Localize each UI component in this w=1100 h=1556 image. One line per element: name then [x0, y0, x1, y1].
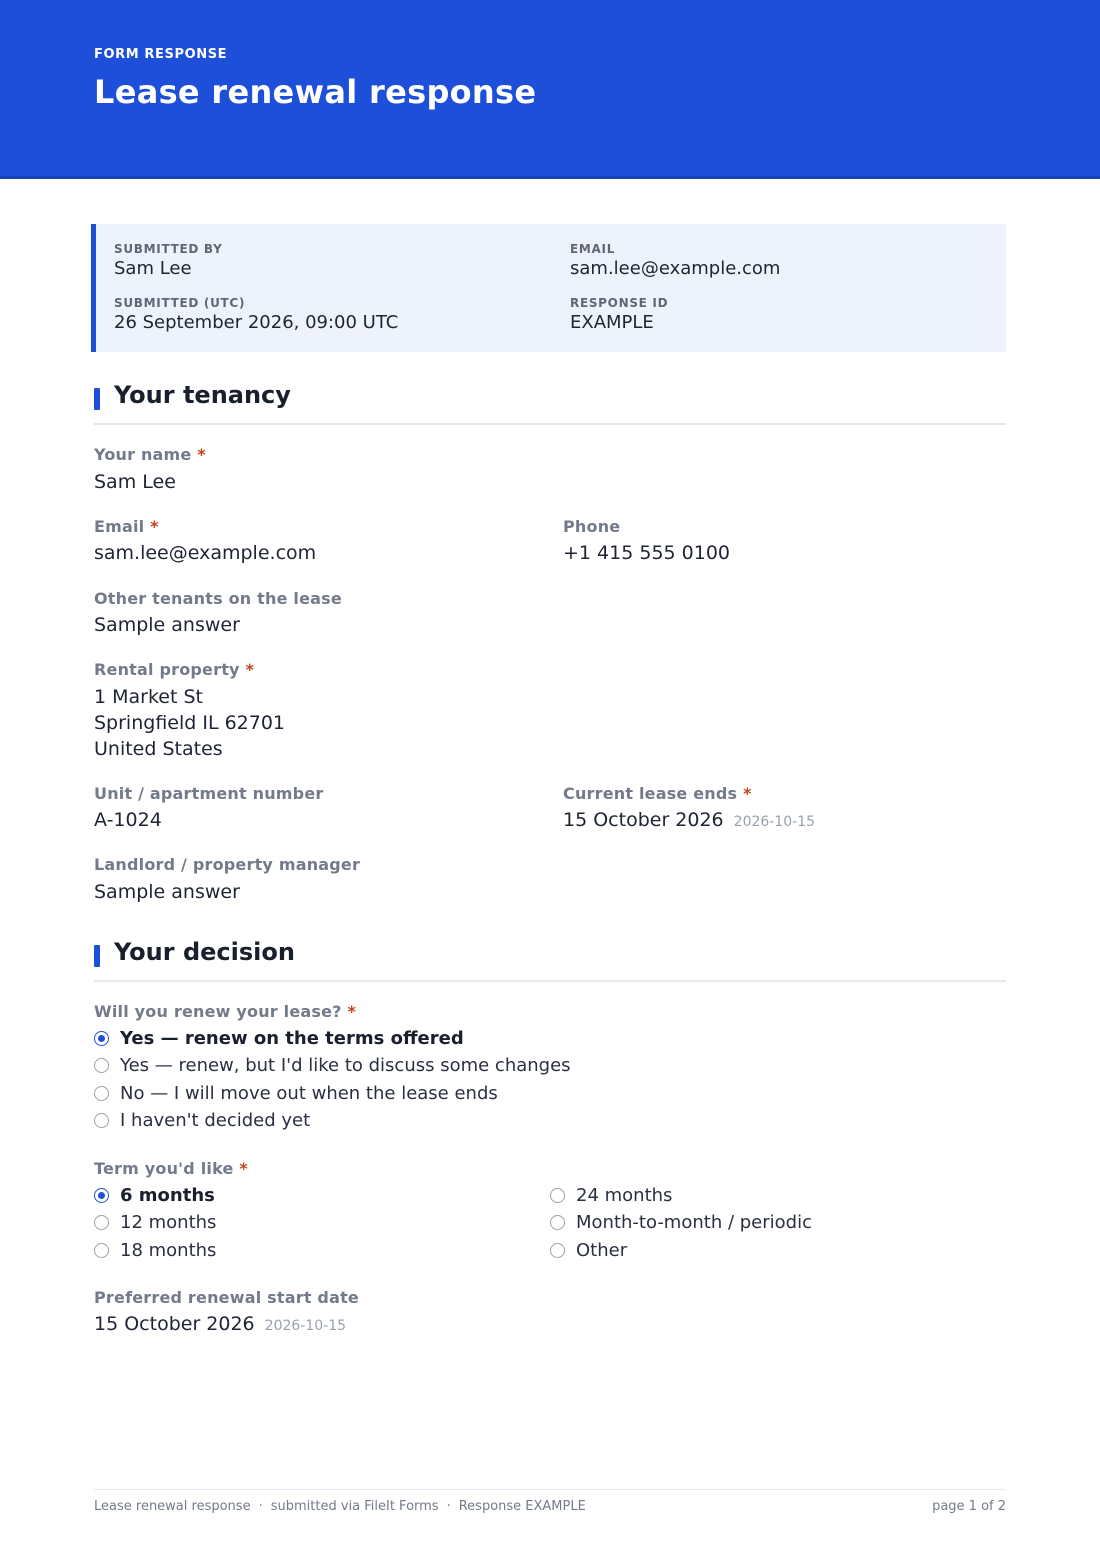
required-marker: * [245, 660, 255, 679]
header-eyebrow: FORM RESPONSE [94, 47, 228, 62]
response-id-value: EXAMPLE [570, 312, 654, 333]
section-accent-bar [94, 388, 100, 410]
radio-unselected-icon[interactable] [94, 1086, 109, 1101]
radio-option-label: 18 months [120, 1239, 217, 1261]
field-label-email: Email * [94, 517, 159, 536]
radio-option-label: 6 months [120, 1184, 215, 1206]
submitted-by-value: Sam Lee [114, 258, 192, 279]
field-value-email: sam.lee@example.com [94, 542, 317, 564]
radio-option[interactable] [94, 1183, 215, 1207]
radio-unselected-icon[interactable] [94, 1215, 109, 1230]
radio-option[interactable] [550, 1211, 812, 1235]
required-marker: * [239, 1159, 248, 1178]
section-accent-bar [94, 945, 100, 967]
radio-selected-icon[interactable] [94, 1031, 109, 1046]
radio-unselected-icon[interactable] [550, 1215, 565, 1230]
page-header [0, 0, 1100, 179]
radio-unselected-icon[interactable] [94, 1058, 109, 1073]
radio-option[interactable] [94, 1109, 310, 1133]
field-label-other-tenants: Other tenants on the lease [94, 589, 342, 608]
required-marker: * [197, 445, 206, 464]
radio-option[interactable] [550, 1183, 672, 1207]
section-title-tenancy: Your tenancy [114, 381, 291, 409]
radio-unselected-icon[interactable] [550, 1188, 565, 1203]
radio-option[interactable] [94, 1238, 216, 1262]
section-heading-tenancy [94, 379, 1006, 425]
field-value-property-line3: United States [94, 738, 223, 760]
field-value-unit: A-1024 [94, 809, 162, 831]
radio-option-label: No — I will move out when the lease ends [120, 1082, 498, 1104]
radio-option[interactable] [550, 1238, 627, 1262]
field-label-unit: Unit / apartment number [94, 784, 324, 803]
footer-via: submitted via FileIt Forms [270, 1499, 439, 1514]
radio-option[interactable] [94, 1054, 571, 1078]
radio-selected-icon[interactable] [94, 1188, 109, 1203]
footer-info [94, 1499, 586, 1514]
iso-date: 2026-10-15 [733, 814, 816, 830]
field-label-renew: Will you renew your lease? * [94, 1002, 357, 1021]
required-marker: * [743, 784, 752, 803]
radio-option[interactable] [94, 1026, 464, 1050]
section-heading-decision [94, 936, 1006, 982]
meta-email-label: EMAIL [570, 242, 616, 256]
submitted-utc-value: 26 September 2026, 09:00 UTC [114, 312, 399, 333]
response-id-label: RESPONSE ID [570, 296, 669, 310]
field-value-property-line2: Springfield IL 62701 [94, 712, 286, 734]
radio-unselected-icon[interactable] [94, 1243, 109, 1258]
required-marker: * [347, 1002, 357, 1021]
field-label-phone: Phone [563, 517, 621, 536]
meta-email-value: sam.lee@example.com [570, 258, 781, 279]
radio-option-label: 12 months [120, 1212, 217, 1234]
radio-option-label: I haven't decided yet [120, 1110, 311, 1132]
page-title: Lease renewal response [94, 73, 537, 111]
radio-unselected-icon[interactable] [94, 1113, 109, 1128]
field-label-name: Your name * [94, 445, 206, 464]
field-value-property-line1: 1 Market St [94, 686, 203, 708]
footer-separator: · [446, 1499, 451, 1514]
submission-meta-box [91, 224, 1006, 352]
footer-form-name: Lease renewal response [94, 1499, 251, 1514]
footer-page-number: page 1 of 2 [932, 1499, 1006, 1514]
field-label-property: Rental property * [94, 660, 255, 679]
radio-unselected-icon[interactable] [550, 1243, 565, 1258]
field-value-landlord: Sample answer [94, 881, 240, 903]
radio-option-label: Yes — renew, but I'd like to discuss some changes [120, 1055, 571, 1077]
footer-divider [94, 1489, 1006, 1490]
radio-option[interactable] [94, 1081, 498, 1105]
field-label-landlord: Landlord / property manager [94, 855, 361, 874]
radio-option-label: 24 months [576, 1184, 673, 1206]
submitted-utc-label: SUBMITTED (UTC) [114, 296, 246, 310]
field-value-name: Sam Lee [94, 471, 176, 493]
section-title-decision: Your decision [114, 938, 295, 966]
required-marker: * [150, 517, 159, 536]
field-value-start-date: 15 October 2026 2026-10-15 [94, 1313, 347, 1335]
radio-option[interactable] [94, 1211, 216, 1235]
footer-response: Response EXAMPLE [458, 1499, 586, 1514]
field-value-other-tenants: Sample answer [94, 614, 240, 636]
field-value-lease-ends: 15 October 2026 2026-10-15 [563, 809, 816, 831]
field-label-lease-ends: Current lease ends * [563, 784, 752, 803]
field-label-start-date: Preferred renewal start date [94, 1288, 359, 1307]
iso-date: 2026-10-15 [264, 1318, 347, 1334]
radio-option-label: Yes — renew on the terms offered [120, 1027, 464, 1049]
submitted-by-label: SUBMITTED BY [114, 242, 223, 256]
field-value-phone: +1 415 555 0100 [563, 542, 731, 564]
field-label-term: Term you'd like * [94, 1159, 248, 1178]
footer-separator: · [258, 1499, 263, 1514]
radio-option-label: Other [576, 1239, 628, 1261]
radio-option-label: Month-to-month / periodic [576, 1212, 812, 1234]
